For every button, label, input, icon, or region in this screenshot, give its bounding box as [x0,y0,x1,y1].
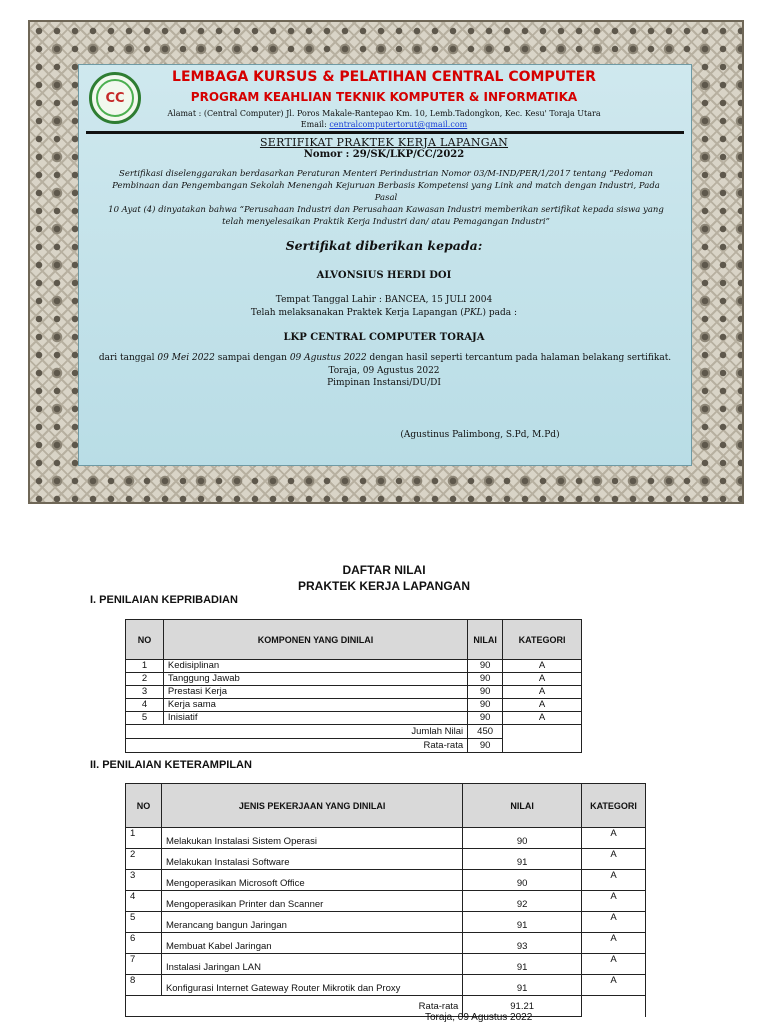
footer-date: Toraja, 09 Agustus 2022 [425,1012,533,1023]
row-category: A [582,912,646,933]
row-value: 92 [463,891,582,912]
completion-suffix: ) pada : [482,308,518,318]
row-job: Mengoperasikan Microsoft Office [161,870,462,891]
period-prefix: dari tanggal [98,353,158,363]
header-category: KATEGORI [503,620,582,660]
row-value: 91 [463,849,582,870]
header-category: KATEGORI [582,784,646,828]
table-row [126,686,582,699]
row-no: 7 [126,954,162,975]
average-label: Rata-rata [126,739,468,753]
completion-prefix: Telah melaksanakan Praktek Kerja Lapangan ( [250,308,464,318]
row-category: A [582,933,646,954]
row-category: A [503,712,582,725]
certificate-number: Nomor : 29/SK/LKP/CC/2022 [303,149,465,160]
row-no: 4 [126,699,164,712]
header-value: NILAI [463,784,582,828]
institution-address: Alamat : (Central Computer) Jl. Poros Makale-Rantepao Km. 10, Lemb.Tadongkon, Kec. Kesu' Toraja Utara [167,109,601,118]
leader-title: Pimpinan Instansi/DU/DI [327,378,441,388]
row-category: A [503,673,582,686]
row-job: Melakukan Instalasi Sistem Operasi [161,828,462,849]
header-component: KOMPONEN YANG DINILAI [163,620,467,660]
row-no: 3 [126,686,164,699]
row-category: A [582,975,646,996]
given-to-heading: Sertifikat diberikan kepada: [285,238,483,253]
completion-abbr: PKL [463,308,483,318]
section-skills-title: II. PENILAIAN KETERAMPILAN [90,759,252,771]
row-job: Membuat Kabel Jaringan [161,933,462,954]
table-row [126,699,582,712]
row-component: Kerja sama [163,699,467,712]
total-category-blank [503,725,582,753]
period-start: 09 Mei 2022 [157,353,215,363]
row-job: Melakukan Instalasi Software [161,849,462,870]
skills-table [125,783,646,1017]
row-category: A [582,954,646,975]
intro-line: 10 Ayat (4) dinyatakan bahwa “Perusahaan Industri dan Perusahaan Kawasan Industri memberikan sertifikat kepada siswa yang [108,205,664,215]
row-job: Instalasi Jaringan LAN [161,954,462,975]
average-value: 90 [468,739,503,753]
row-no: 1 [126,828,162,849]
row-no: 3 [126,870,162,891]
total-label: Jumlah Nilai [126,725,468,739]
row-category: A [582,891,646,912]
organization-name: LKP CENTRAL COMPUTER TORAJA [283,332,485,343]
row-component: Inisiatif [163,712,467,725]
row-no: 2 [126,673,164,686]
completion-statement [100,308,668,318]
average-value: 91.21 [463,996,582,1017]
table-row [126,954,646,975]
row-component: Tanggung Jawab [163,673,467,686]
table-row [126,975,646,996]
signer-name: (Agustinus Palimbong, S.Pd, M.Pd) [400,430,560,440]
row-category: A [582,828,646,849]
row-no: 8 [126,975,162,996]
table-row [126,660,582,673]
header-divider [86,131,684,134]
period-suffix: dengan hasil seperti tercantum pada halaman belakang sertifikat. [366,353,672,363]
email-line [100,120,668,129]
row-category: A [503,660,582,673]
row-no: 5 [126,712,164,725]
row-job: Konfigurasi Internet Gateway Router Mikrotik dan Proxy [161,975,462,996]
recipient-name: ALVONSIUS HERDI DOI [316,270,452,281]
institution-title: LEMBAGA KURSUS & PELATIHAN CENTRAL COMPUTER [172,69,596,85]
logo-text: CC [105,90,125,106]
row-value: 90 [468,686,503,699]
row-value: 91 [463,954,582,975]
table-row [126,712,582,725]
table-row [126,933,646,954]
email-label: Email: [300,120,330,129]
program-title: PROGRAM KEAHLIAN TEKNIK KOMPUTER & INFORMATIKA [190,90,578,104]
section-personality-title: I. PENILAIAN KEPRIBADIAN [90,594,238,606]
row-no: 6 [126,933,162,954]
average-label: Rata-rata [126,996,463,1017]
row-value: 91 [463,975,582,996]
table-row [126,849,646,870]
row-value: 90 [468,699,503,712]
header-no: NO [126,620,164,660]
row-value: 91 [463,912,582,933]
certificate-heading: SERTIFIKAT PRAKTEK KERJA LAPANGAN [259,136,509,149]
row-job: Merancang bangun Jaringan [161,912,462,933]
row-value: 90 [463,870,582,891]
recipient-birth: Tempat Tanggal Lahir : BANCEA, 15 JULI 2004 [275,295,493,305]
intro-line: Sertifikasi diselenggarakan berdasarkan Peraturan Menteri Perindustrian Nomor 03/M-IND/PER/1/2017 tentang “Pedoman [119,169,653,179]
total-row [126,725,582,739]
row-no: 5 [126,912,162,933]
internship-period [86,353,684,363]
row-value: 93 [463,933,582,954]
row-value: 90 [468,712,503,725]
table-row [126,828,646,849]
period-end: 09 Agustus 2022 [289,353,367,363]
row-category: A [582,870,646,891]
certificate-intro [108,168,664,228]
grade-list-title: DAFTAR NILAI [342,563,426,577]
row-job: Mengoperasikan Printer dan Scanner [161,891,462,912]
row-category: A [503,699,582,712]
row-category: A [503,686,582,699]
intro-line: Pembinaan dan Pengembangan Sekolah Menengah Kejuruan Berbasis Kompetensi yang Link and match dengan Industri, Pada Pasal [112,181,660,203]
average-category-blank [582,996,646,1017]
row-no: 1 [126,660,164,673]
header-no: NO [126,784,162,828]
row-no: 2 [126,849,162,870]
row-value: 90 [468,660,503,673]
row-value: 90 [468,673,503,686]
grade-list-subtitle: PRAKTEK KERJA LAPANGAN [297,579,470,593]
table-row [126,912,646,933]
table-row [126,870,646,891]
average-row [126,996,646,1017]
period-mid: sampai dengan [214,353,290,363]
header-value: NILAI [468,620,503,660]
row-value: 90 [463,828,582,849]
row-component: Prestasi Kerja [163,686,467,699]
intro-line: telah menyelesaikan Praktik Kerja Industri dan/ atau Pemagangan Industri” [222,217,550,227]
header-job: JENIS PEKERJAAN YANG DINILAI [161,784,462,828]
row-category: A [582,849,646,870]
row-component: Kedisiplinan [163,660,467,673]
personality-table [125,619,582,753]
place-date: Toraja, 09 Agustus 2022 [328,366,440,376]
total-value: 450 [468,725,503,739]
table-row [126,673,582,686]
email-link[interactable]: centralcomputertorut@gmail.com [329,120,468,129]
table-row [126,891,646,912]
row-no: 4 [126,891,162,912]
